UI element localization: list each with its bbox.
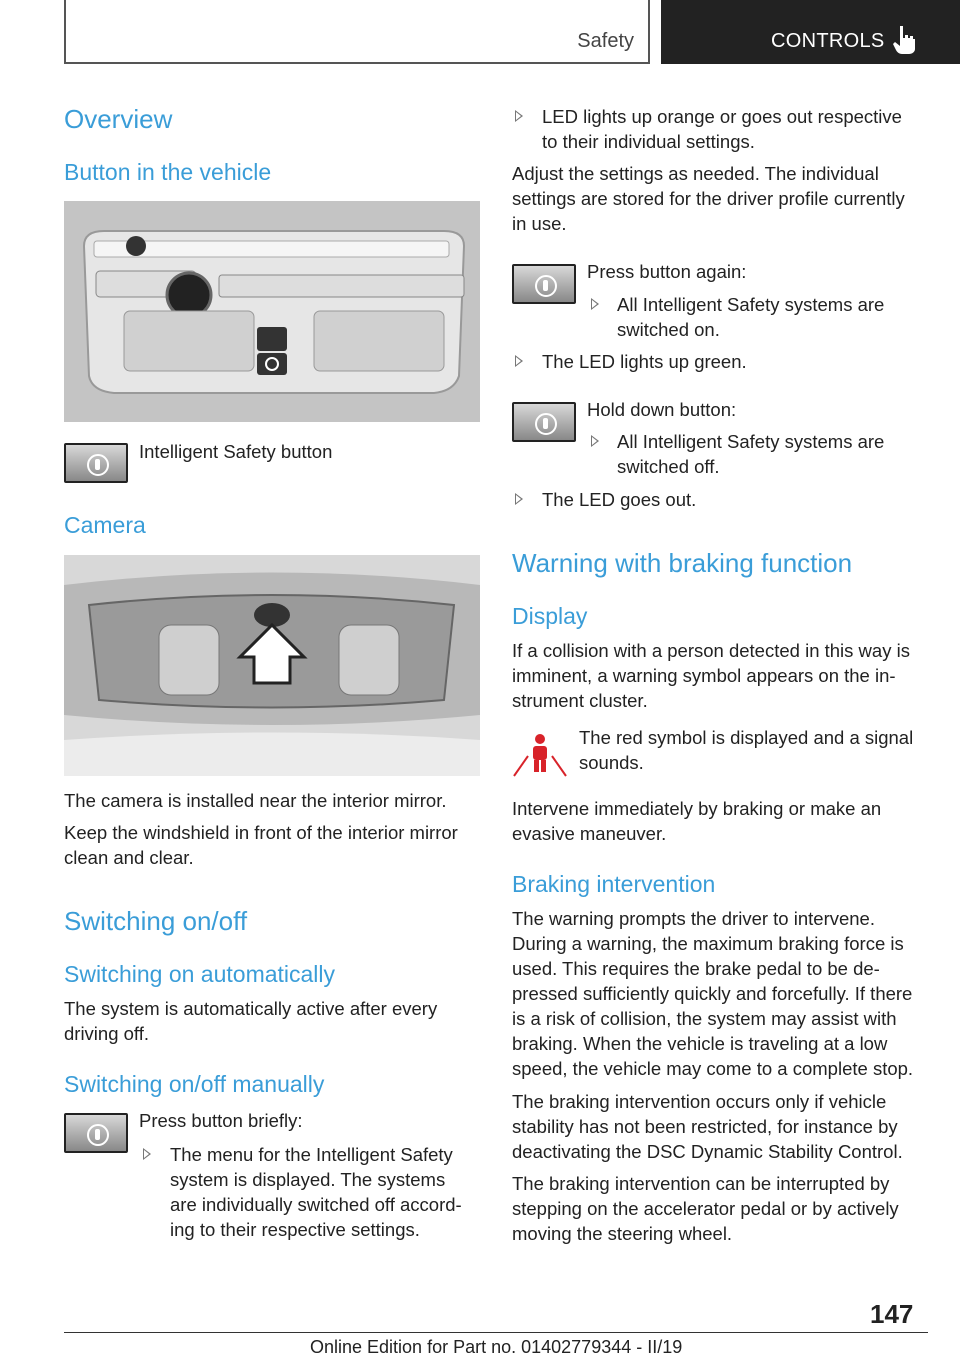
braking-text-6: braking. When the vehicle is traveling at a low (512, 1033, 888, 1054)
heading-camera: Camera (64, 512, 146, 538)
camera-text-2a: Keep the windshield in front of the interior mirror (64, 822, 458, 843)
auto-text-1: The system is automatically active after every (64, 998, 438, 1019)
intervene-text-2: evasive maneuver. (512, 823, 667, 844)
intelligent-safety-button-icon (64, 443, 128, 483)
interrupt-text-2: stepping on the accelerator pedal or by actively (512, 1198, 899, 1219)
green-bullet (515, 349, 935, 374)
red-symbol-text-1: The red symbol is displayed and a signal (579, 727, 914, 748)
header-section-tab (64, 0, 650, 64)
pedestrian-warning-icon (512, 730, 568, 780)
display-text-3: strument cluster. (512, 690, 648, 711)
stability-text-3: deactivating the DSC Dynamic Stability Control. (512, 1141, 903, 1162)
heading-warning-braking: Warning with braking function (512, 548, 853, 578)
braking-text-4: pressed sufficiently quickly and forcefully. If there (512, 983, 913, 1004)
manual-press: Press button briefly: (139, 1110, 303, 1131)
intelligent-safety-button-icon (64, 1113, 128, 1153)
bullet-triangle-icon (143, 1148, 151, 1160)
manual-bullet-line: The menu for the Intelligent Safety (170, 1144, 453, 1165)
manual-bullet-line: system is displayed. The systems (170, 1169, 446, 1190)
press-again: Press button again: (587, 261, 747, 282)
out-bullet-text: The LED goes out. (542, 489, 697, 510)
braking-text-7: speed, the vehicle may come to a complete stop. (512, 1058, 914, 1079)
intelligent-safety-button-icon (512, 264, 576, 304)
on-bullet (591, 292, 931, 342)
camera-text-2b: clean and clear. (64, 847, 194, 868)
red-symbol-text-2: sounds. (579, 752, 644, 773)
out-bullet (515, 487, 935, 512)
on-bullet-line: All Intelligent Safety systems are (617, 294, 885, 315)
off-bullet (591, 429, 931, 479)
button-caption: Intelligent Safety button (139, 441, 333, 462)
header-chapter-tab (661, 0, 960, 64)
braking-text-5: is a risk of collision, the system may assist with (512, 1008, 897, 1029)
heading-braking-intervention: Braking intervention (512, 871, 716, 897)
bullet-triangle-icon (515, 355, 523, 367)
adjust-text-2: settings are stored for the driver profile currently (512, 188, 905, 209)
interrupt-text-3: moving the steering wheel. (512, 1223, 733, 1244)
manual-bullet-line: ing to their respective settings. (170, 1219, 420, 1240)
manual-bullet (143, 1142, 483, 1242)
heading-overview: Overview (64, 104, 173, 134)
interrupt-text-1: The braking intervention can be interrupted by (512, 1173, 890, 1194)
intervene-text-1: Intervene immediately by braking or make an (512, 798, 882, 819)
led-bullet-line: LED lights up orange or goes out respective (542, 106, 902, 127)
header-section-label: Safety (577, 30, 634, 52)
led-bullet-line: to their individual settings. (542, 131, 755, 152)
display-text-2: imminent, a warning symbol appears on the in- (512, 665, 896, 686)
camera-text-1: The camera is installed near the interior mirror. (64, 790, 447, 811)
footer-edition: Online Edition for Part no. 01402779344 - II/19 (310, 1337, 683, 1357)
camera-photo (64, 555, 480, 776)
heading-switch-auto: Switching on automatically (64, 961, 336, 987)
led-bullet (515, 104, 935, 154)
bullet-triangle-icon (591, 298, 599, 310)
dashboard-photo (64, 201, 480, 422)
page-number: 147 (870, 1299, 914, 1329)
hold-down: Hold down button: (587, 399, 737, 420)
bullet-triangle-icon (515, 110, 523, 122)
manual-bullet-line: are individually switched off accord- (170, 1194, 462, 1215)
bullet-triangle-icon (591, 435, 599, 447)
heading-switch-manual: Switching on/off manually (64, 1071, 325, 1097)
auto-text-2: driving off. (64, 1023, 150, 1044)
off-bullet-line: switched off. (617, 456, 720, 477)
heading-display: Display (512, 603, 588, 629)
stability-text-1: The braking intervention occurs only if vehicle (512, 1091, 887, 1112)
green-bullet-text: The LED lights up green. (542, 351, 747, 372)
stability-text-2: stability has not been restricted, for instance by (512, 1116, 898, 1137)
adjust-text-3: in use. (512, 213, 567, 234)
intelligent-safety-button-icon (512, 402, 576, 442)
adjust-text-1: Adjust the settings as needed. The individual (512, 163, 879, 184)
pointing-hand-icon (893, 24, 919, 54)
off-bullet-line: All Intelligent Safety systems are (617, 431, 885, 452)
braking-text-1: The warning prompts the driver to intervene. (512, 908, 875, 929)
braking-text-2: During a warning, the maximum braking force is (512, 933, 904, 954)
braking-text-3: used. This requires the brake pedal to be de- (512, 958, 880, 979)
display-text-1: If a collision with a person detected in this way is (512, 640, 910, 661)
footer-rule (64, 1332, 928, 1333)
header-chapter-label: CONTROLS (771, 30, 885, 52)
bullet-triangle-icon (515, 493, 523, 505)
on-bullet-line: switched on. (617, 319, 720, 340)
heading-button-in-vehicle: Button in the vehicle (64, 159, 272, 185)
heading-switching: Switching on/off (64, 906, 248, 936)
